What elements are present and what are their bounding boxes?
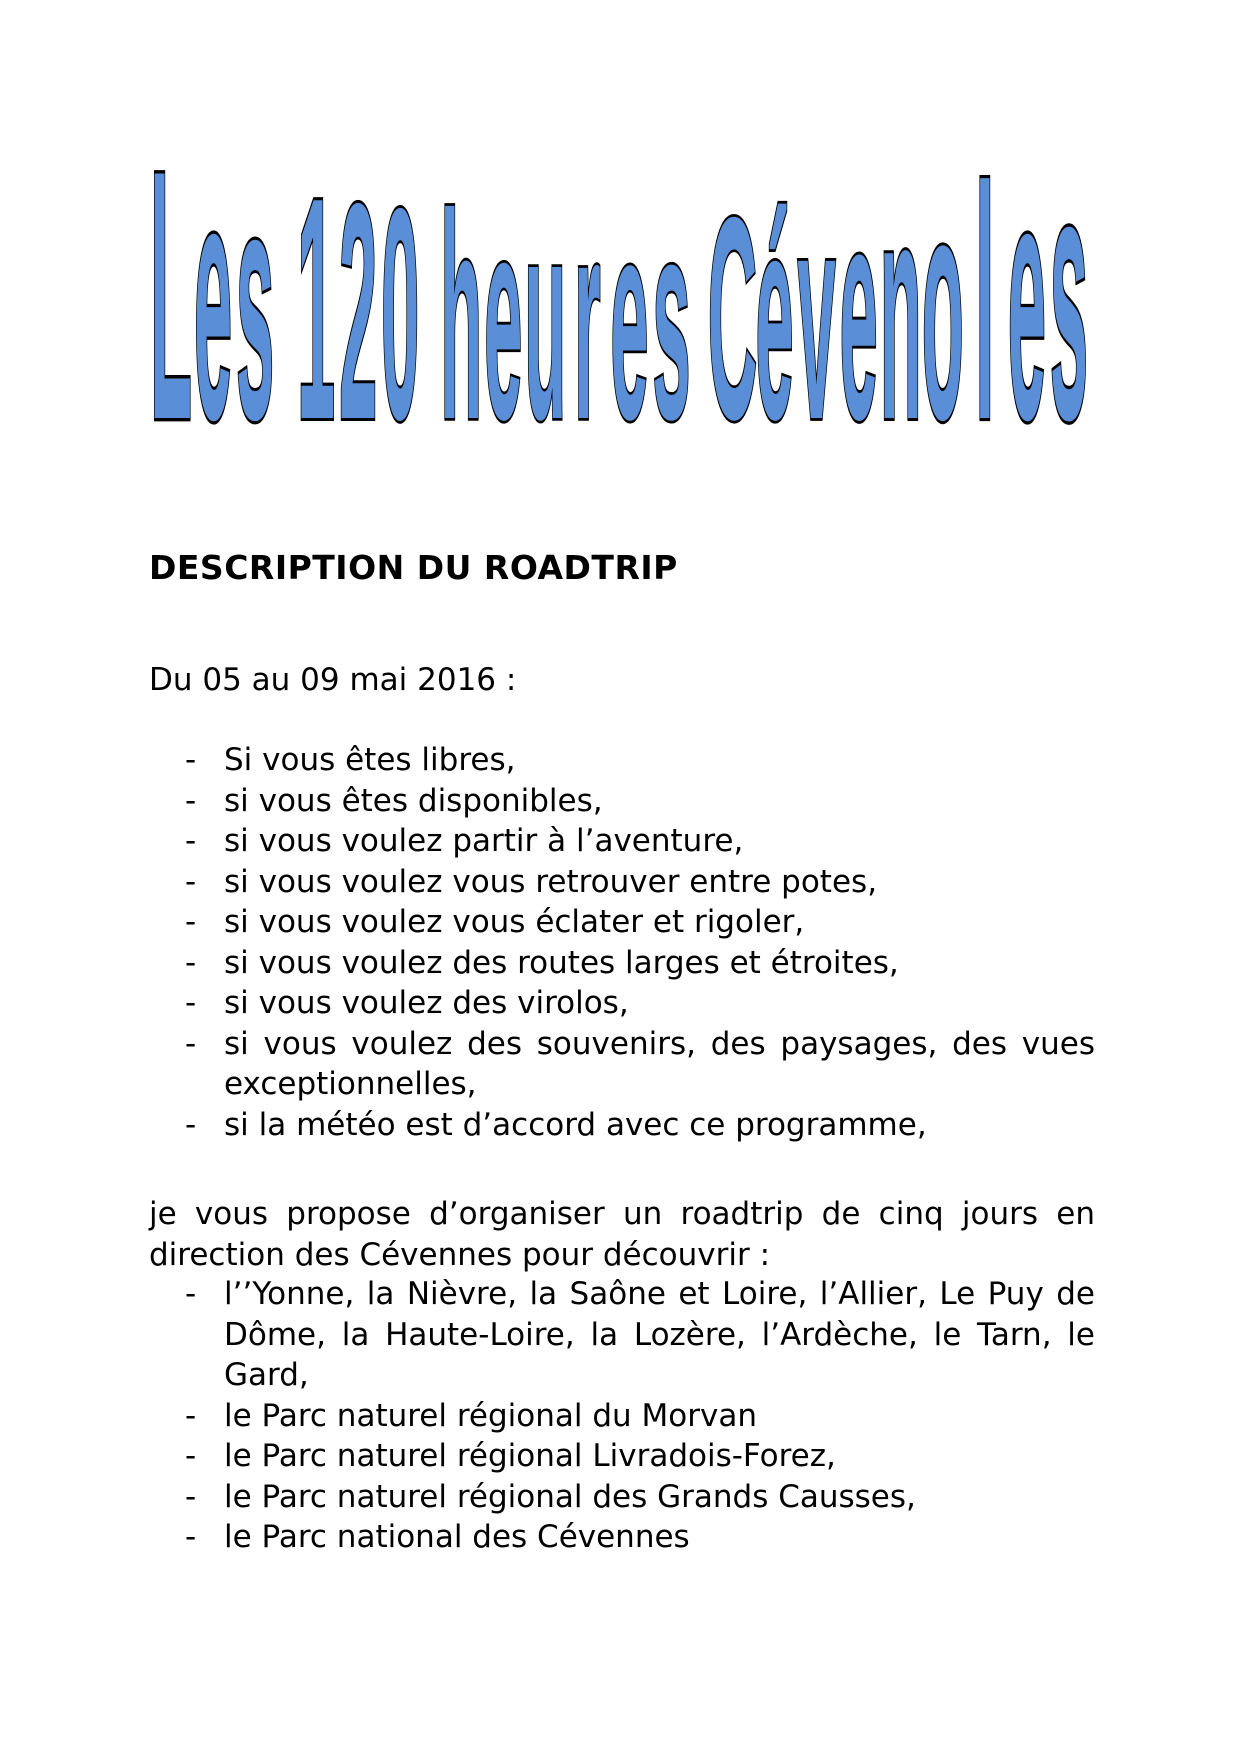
svg-text:0: 0 (381, 150, 420, 480)
svg-text:e: e (839, 150, 878, 480)
list-item-text: Si vous êtes libres, (224, 742, 516, 778)
svg-text:s: s (236, 150, 275, 480)
svg-text:e: e (193, 150, 233, 480)
svg-text:L: L (150, 150, 193, 480)
list-item-text: le Parc national des Cévennes (224, 1519, 690, 1555)
list-item (149, 943, 1095, 984)
wordart-letter (339, 150, 377, 480)
list-item (149, 902, 1095, 943)
svg-text:u: u (524, 160, 567, 480)
list-item (149, 1105, 1095, 1146)
svg-text:r: r (574, 160, 601, 479)
svg-text:l: l (975, 150, 995, 480)
bullet-dash: - (185, 1276, 197, 1312)
list-item (149, 821, 1095, 862)
wordart-letter (840, 150, 878, 480)
wordart-letter (975, 150, 994, 480)
bullet-dash: - (185, 863, 197, 900)
svg-text:e: e (484, 157, 523, 480)
list-item (149, 1024, 1095, 1105)
section-heading: DESCRIPTION DU ROADTRIP (149, 548, 678, 587)
bullet-dash: - (185, 1106, 197, 1143)
list-item-text: si vous voulez des routes larges et étroites, (224, 944, 899, 981)
list-item-text: le Parc naturel régional du Morvan (224, 1397, 757, 1434)
svg-text:h: h (440, 155, 483, 480)
list-item (149, 1477, 1095, 1518)
svg-text:e: e (610, 160, 649, 479)
list-item (149, 1517, 1095, 1558)
wordart-letter (484, 158, 522, 480)
bullet-dash: - (185, 823, 197, 859)
list-item (149, 740, 1095, 781)
bullet-dash: - (185, 985, 197, 1021)
wordart-letter (381, 150, 419, 480)
wordart-letter (1050, 150, 1088, 480)
date-line: Du 05 au 09 mai 2016 : (149, 662, 517, 698)
list-item-text: si vous voulez des souvenirs, des paysages, des vues exceptionnelles, (224, 1025, 1095, 1102)
wordart-letter (798, 150, 836, 480)
list-item-text: le Parc naturel régional Livradois-Forez, (224, 1438, 836, 1474)
wordart-letter (708, 158, 758, 480)
wordart-letter (524, 161, 566, 480)
bullet-dash: - (185, 904, 197, 940)
bullet-dash: - (185, 944, 197, 981)
wordart-letter (652, 161, 690, 479)
bullet-dash: - (185, 742, 197, 778)
list-item (149, 983, 1095, 1024)
list-item-text: si la météo est d’accord avec ce programme, (224, 1106, 927, 1143)
svg-text:o: o (921, 150, 964, 480)
svg-text:é: é (755, 153, 794, 480)
wordart-letter (880, 150, 922, 480)
destinations-list (149, 1274, 1095, 1558)
svg-text:C: C (707, 157, 758, 480)
intro-paragraph: je vous propose d’organiser un roadtrip de cinq jours en direction des Cévennes pour découvrir : (149, 1196, 1095, 1273)
list-item-text: le Parc naturel régional des Grands Causses, (224, 1478, 916, 1515)
svg-text:2: 2 (339, 150, 378, 480)
svg-text:s: s (652, 160, 691, 479)
list-item-text: si vous voulez des virolos, (224, 985, 629, 1021)
wordart-letter (150, 150, 192, 480)
wordart-letter (755, 154, 793, 480)
svg-text:1: 1 (297, 150, 336, 480)
list-item-text: si vous voulez partir à l’aventure, (224, 823, 744, 859)
wordart-title (150, 150, 1090, 480)
wordart-letter (574, 161, 601, 479)
svg-text:n: n (879, 150, 922, 480)
bullet-dash: - (185, 782, 197, 819)
list-item-text: si vous voulez vous éclater et rigoler, (224, 904, 805, 940)
list-item (149, 781, 1095, 822)
conditions-list (149, 740, 1095, 1145)
list-item (149, 1274, 1095, 1396)
list-item-text: si vous êtes disponibles, (224, 782, 603, 819)
wordart-letter (440, 155, 482, 480)
list-item-text: si vous voulez vous retrouver entre potes, (224, 863, 878, 900)
wordart-letter (236, 150, 274, 480)
wordart-letter (922, 150, 964, 480)
wordart-letter (610, 161, 648, 479)
bullet-dash: - (185, 1397, 197, 1434)
wordart-letter (194, 150, 232, 480)
list-item (149, 862, 1095, 903)
bullet-dash: - (185, 1025, 197, 1062)
svg-text:e: e (1007, 150, 1047, 480)
svg-text:v: v (797, 150, 836, 480)
bullet-dash: - (185, 1519, 197, 1555)
bullet-dash: - (185, 1478, 197, 1515)
svg-text:s: s (1049, 150, 1089, 480)
wordart-letter (1008, 150, 1046, 480)
wordart-letter (297, 150, 335, 480)
bullet-dash: - (185, 1438, 197, 1474)
list-item-text: l’’Yonne, la Nièvre, la Saône et Loire, l’Allier, Le Puy de Dôme, la Haute-Loire, la Lozère, l’Ardèche, le Tarn, le Gard, (224, 1276, 1095, 1393)
list-item (149, 1436, 1095, 1477)
list-item (149, 1396, 1095, 1437)
